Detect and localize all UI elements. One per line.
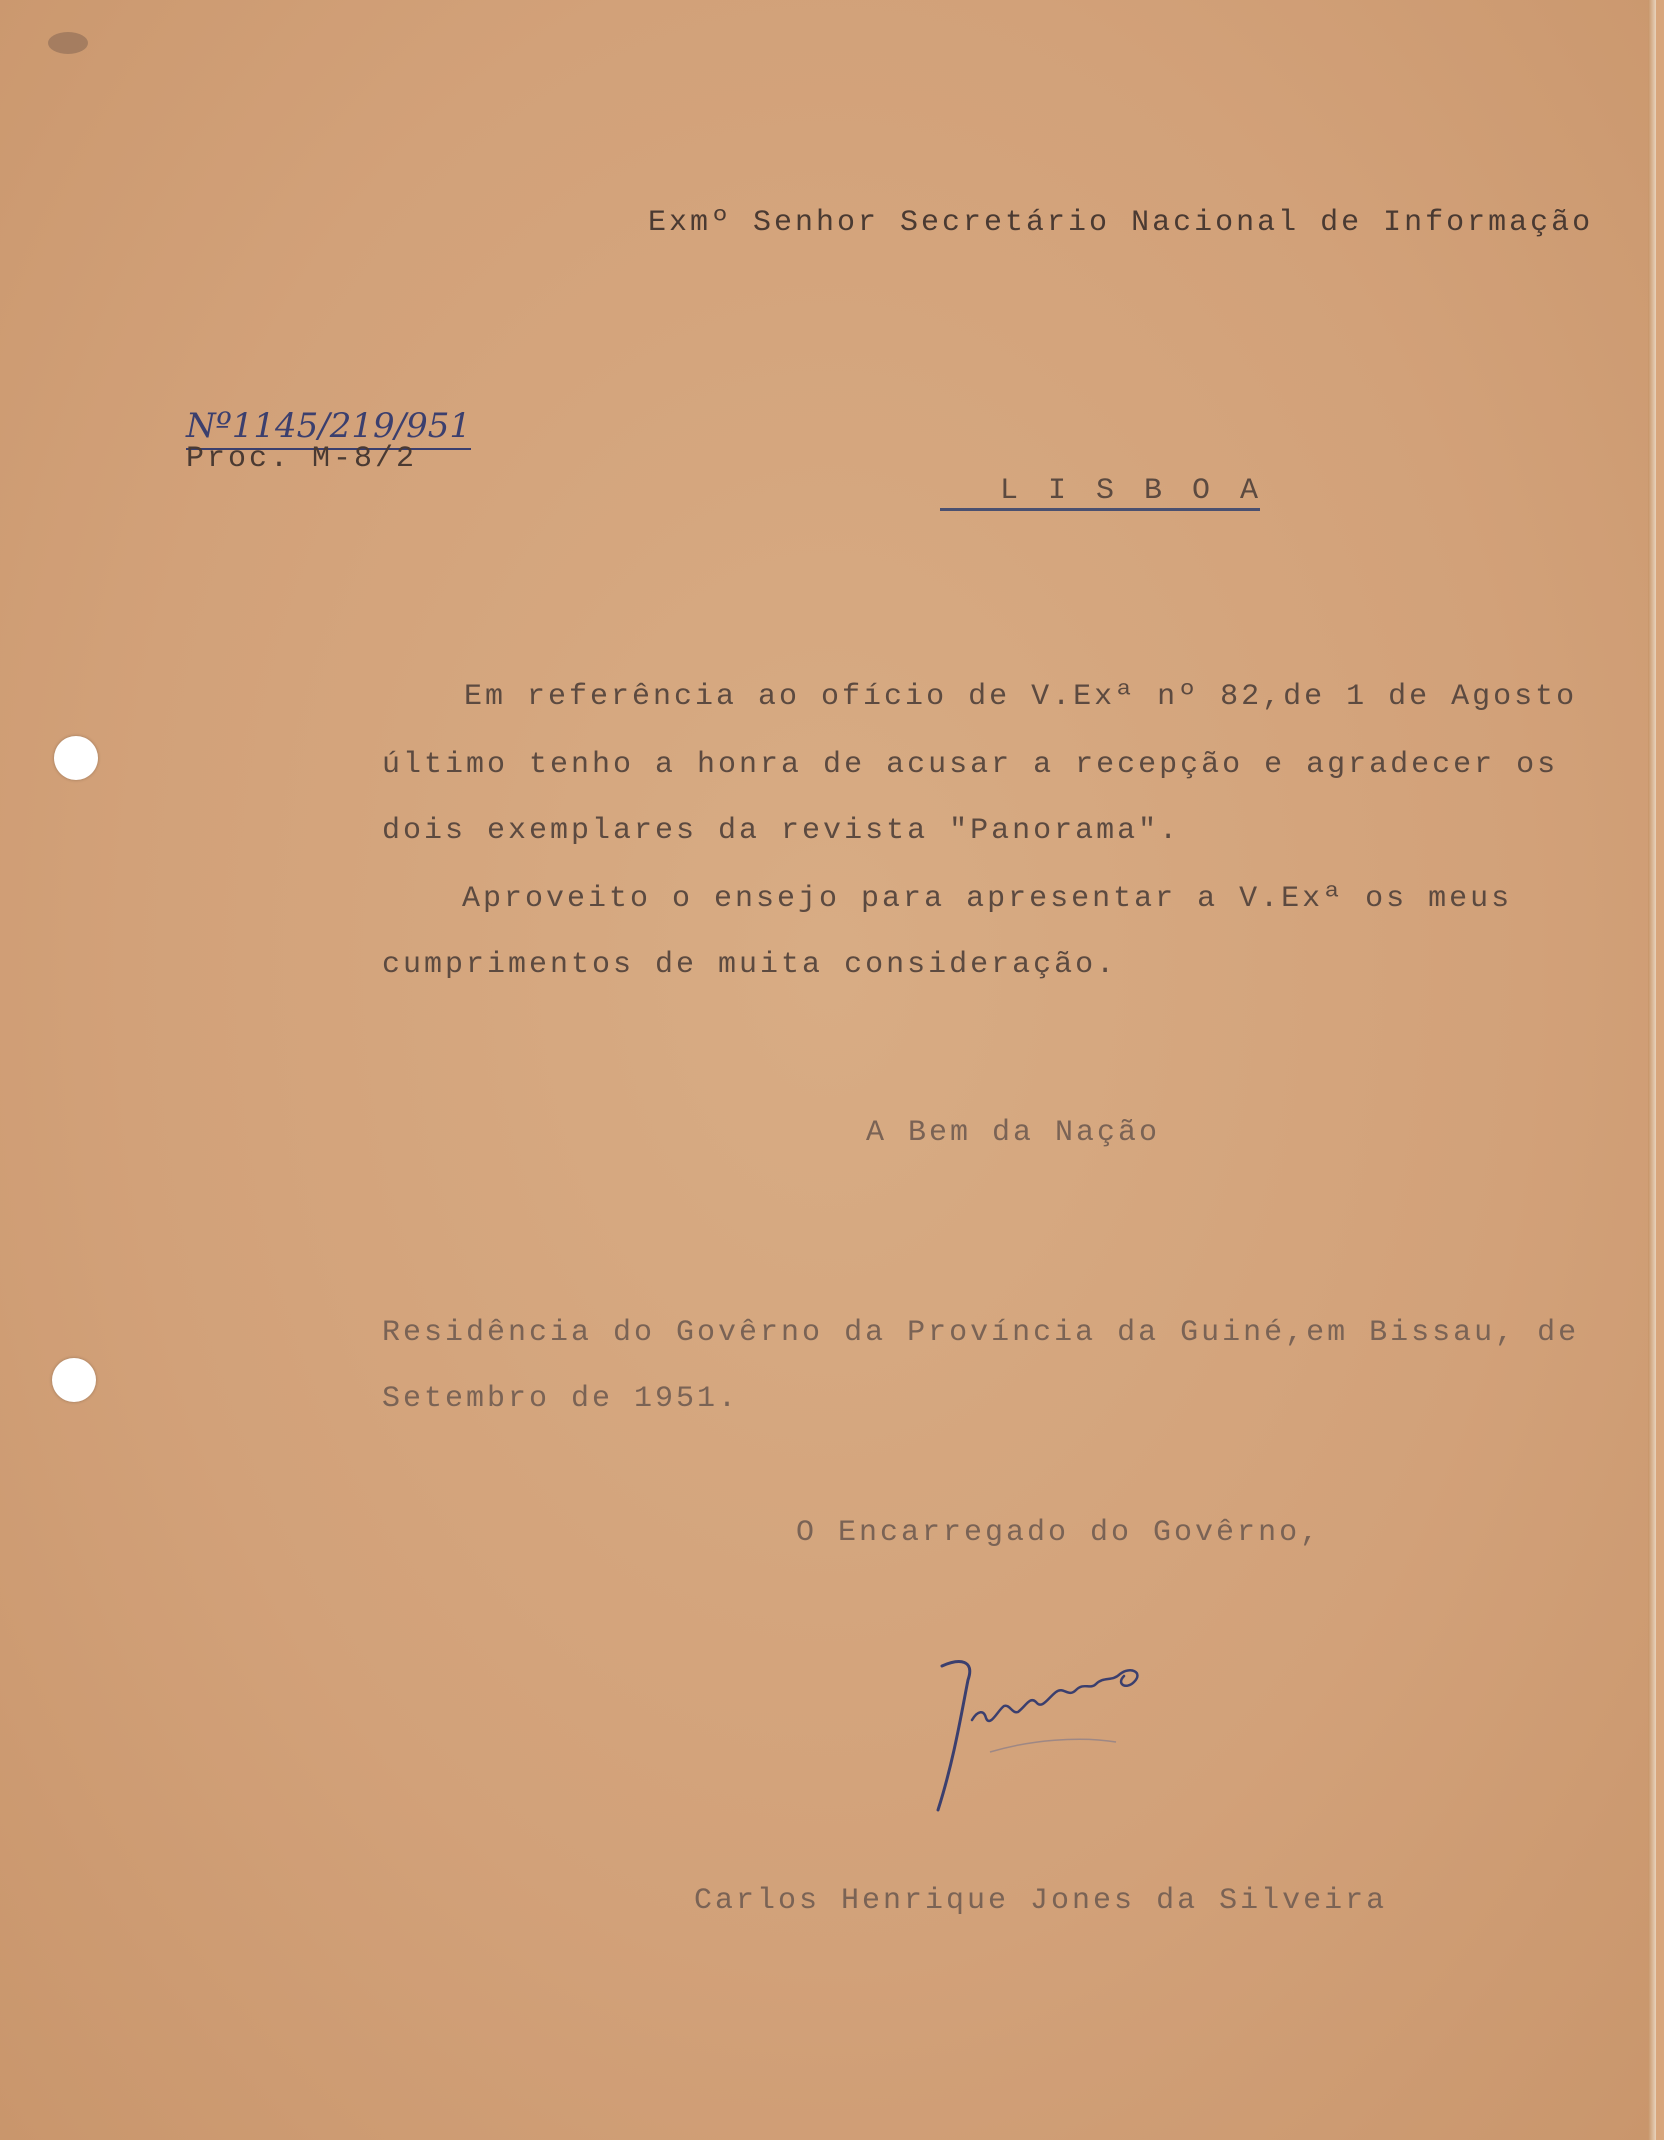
handwritten-signature bbox=[920, 1640, 1200, 1820]
punch-hole-bottom bbox=[52, 1358, 96, 1402]
signer-name: Carlos Henrique Jones da Silveira bbox=[694, 1884, 1388, 1918]
salutation: A Bem da Nação bbox=[866, 1116, 1161, 1150]
page-edge bbox=[1648, 0, 1656, 2140]
signer-title: O Encarregado do Govêrno, bbox=[796, 1516, 1322, 1550]
addressee-line: Exmº Senhor Secretário Nacional de Informação bbox=[648, 206, 1594, 240]
process-number: Proc. M-8/2 bbox=[186, 442, 418, 476]
place-line-2: Setembro de 1951. bbox=[382, 1382, 740, 1416]
body-line-2: último tenho a honra de acusar a recepção e agradecer os bbox=[382, 748, 1559, 782]
punch-hole-top bbox=[54, 736, 98, 780]
city-lisboa: L I S B O A bbox=[1000, 474, 1265, 508]
body-line-4: Aproveito o ensejo para apresentar a V.Exª os meus bbox=[462, 882, 1513, 916]
place-line-1: Residência do Govêrno da Província da Guiné,em Bissau, de bbox=[382, 1316, 1580, 1350]
paper-stain bbox=[48, 32, 88, 54]
body-line-3: dois exemplares da revista "Panorama". bbox=[382, 814, 1181, 848]
body-line-5: cumprimentos de muita consideração. bbox=[382, 948, 1118, 982]
body-line-1: Em referência ao ofício de V.Exª nº 82,de 1 de Agosto bbox=[464, 680, 1578, 714]
reference-number: Nº1145/219/951 bbox=[186, 406, 471, 446]
city-underline bbox=[940, 508, 1260, 511]
